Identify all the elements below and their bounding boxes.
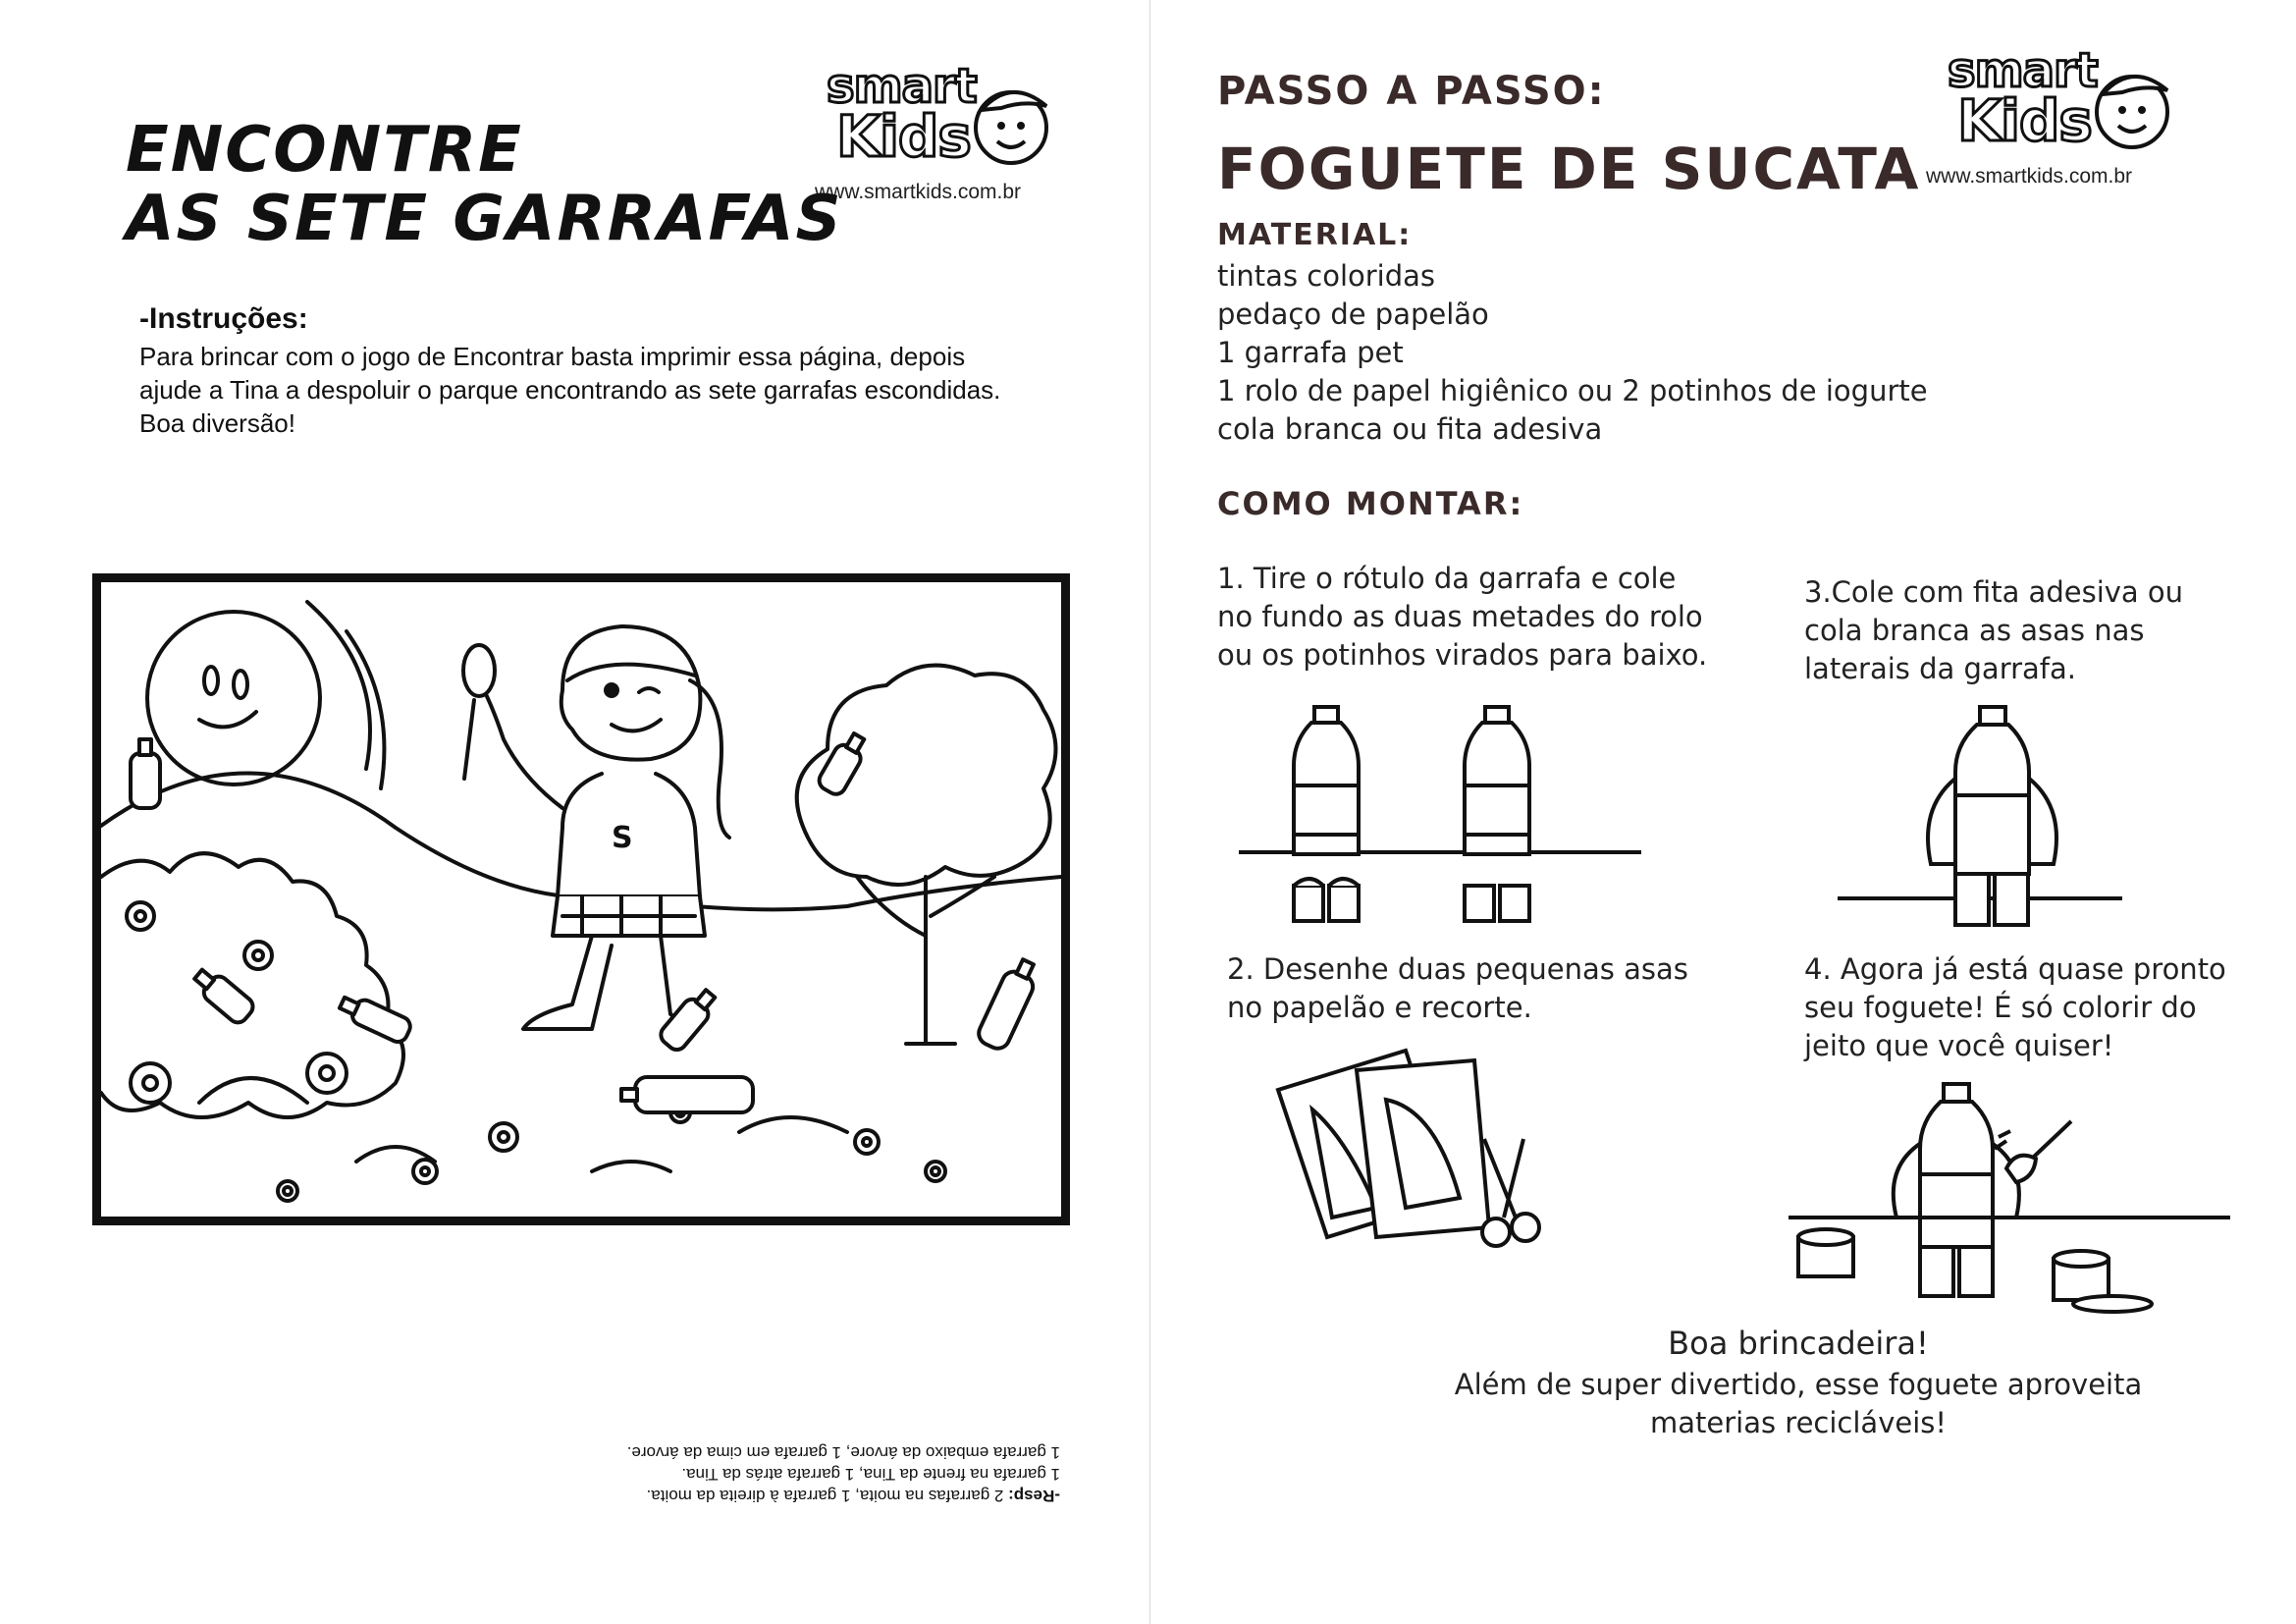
girl-tina (463, 626, 729, 1034)
materials-list (1217, 257, 1963, 449)
sun-icon (147, 602, 384, 788)
step-header: PASSO A PASSO: (1217, 69, 1606, 114)
material-item: 1 garrafa pet (1217, 336, 1404, 369)
step-3-text: 3.Cole com fita adesiva ou cola branca as asas nas laterais da garrafa. (1804, 575, 2184, 685)
instructions-line: ajude a Tina a despoluir o parque encontrando as sete garrafas escondidas. (139, 375, 1001, 405)
material-item: 1 rolo de papel higiênico ou 2 potinhos de iogurte (1217, 374, 1928, 407)
answer-line-2: 1 garrafa na frente da Tina, 1 garrafa atrás da Tina. (681, 1465, 1060, 1484)
material-item: cola branca ou fita adesiva (1217, 412, 1603, 446)
step-3-illustration (1838, 697, 2162, 943)
closing-title: Boa brincadeira! (1668, 1325, 1929, 1362)
answer-line-1: 2 garrafas na moita, 1 garrafa à direita da moita. (646, 1487, 1009, 1505)
closing-line: Além de super divertido, esse foguete aproveita (1454, 1368, 2143, 1401)
smartkids-logo (815, 59, 1070, 203)
bottle-icon (975, 955, 1042, 1053)
answer-upside-down (491, 1441, 1060, 1506)
material-item: tintas coloridas (1217, 259, 1436, 293)
bottle-icon (1465, 707, 1529, 854)
bush-left (101, 853, 403, 1117)
step-4-text: 4. Agora já está quase pronto seu foguete! É só colorir do jeito que você quiser! (1804, 952, 2226, 1062)
logo-brand-top: smart (1948, 43, 2098, 98)
find-the-bottles-scene (92, 573, 1070, 1225)
bottle-icon (621, 1077, 753, 1112)
instructions (139, 302, 1082, 440)
right-page (1150, 0, 2296, 1624)
page-title: FOGUETE DE SUCATA (1217, 135, 1921, 202)
answer-line-3: 1 garrafa embaixo da árvore, 1 garrafa em cima da árvore. (626, 1443, 1060, 1462)
bottle-icon (131, 739, 160, 808)
title-line-1: ENCONTRE (126, 114, 523, 187)
yogurt-cup-icon (1798, 1229, 1853, 1276)
instructions-line: Boa diversão! (139, 408, 295, 438)
logo-url: www.smartkids.com.br (815, 181, 1022, 203)
instructions-heading: -Instruções: (139, 302, 308, 335)
step-2-illustration (1258, 1041, 1582, 1267)
material-heading: MATERIAL: (1217, 218, 1413, 252)
scissors-icon (1482, 1139, 1539, 1246)
answer-label: -Resp: (1008, 1487, 1060, 1505)
logo-brand-bottom: Kids (836, 103, 971, 170)
logo-url: www.smartkids.com.br (1926, 165, 2133, 188)
yogurt-cup-icon (2054, 1251, 2152, 1312)
shirt-letter: S (612, 821, 633, 855)
closing-message (1366, 1321, 2230, 1442)
assembly-heading: COMO MONTAR: (1217, 485, 1524, 522)
step-1-text: 1. Tire o rótulo da garrafa e cole no fundo as duas metades do rolo ou os potinhos virados para baixo. (1217, 562, 1708, 672)
step-2-text: 2. Desenhe duas pequenas asas no papelão e recorte. (1227, 952, 1688, 1024)
material-item: pedaço de papelão (1217, 298, 1489, 331)
page-title (126, 116, 843, 253)
logo-brand-top: smart (827, 59, 977, 114)
instructions-line: Para brincar com o jogo de Encontrar basta imprimir essa página, depois (139, 342, 966, 371)
ground-flowers (278, 1103, 945, 1201)
bottle-icon (1294, 707, 1359, 854)
title-line-2: AS SETE GARRAFAS (126, 183, 843, 255)
closing-line: materias recicláveis! (1649, 1406, 1947, 1439)
logo-brand-bottom: Kids (1957, 87, 2092, 154)
step-4-illustration (1759, 1080, 2250, 1316)
step-1-illustration (1239, 697, 1828, 933)
smartkids-logo (1926, 43, 2191, 188)
